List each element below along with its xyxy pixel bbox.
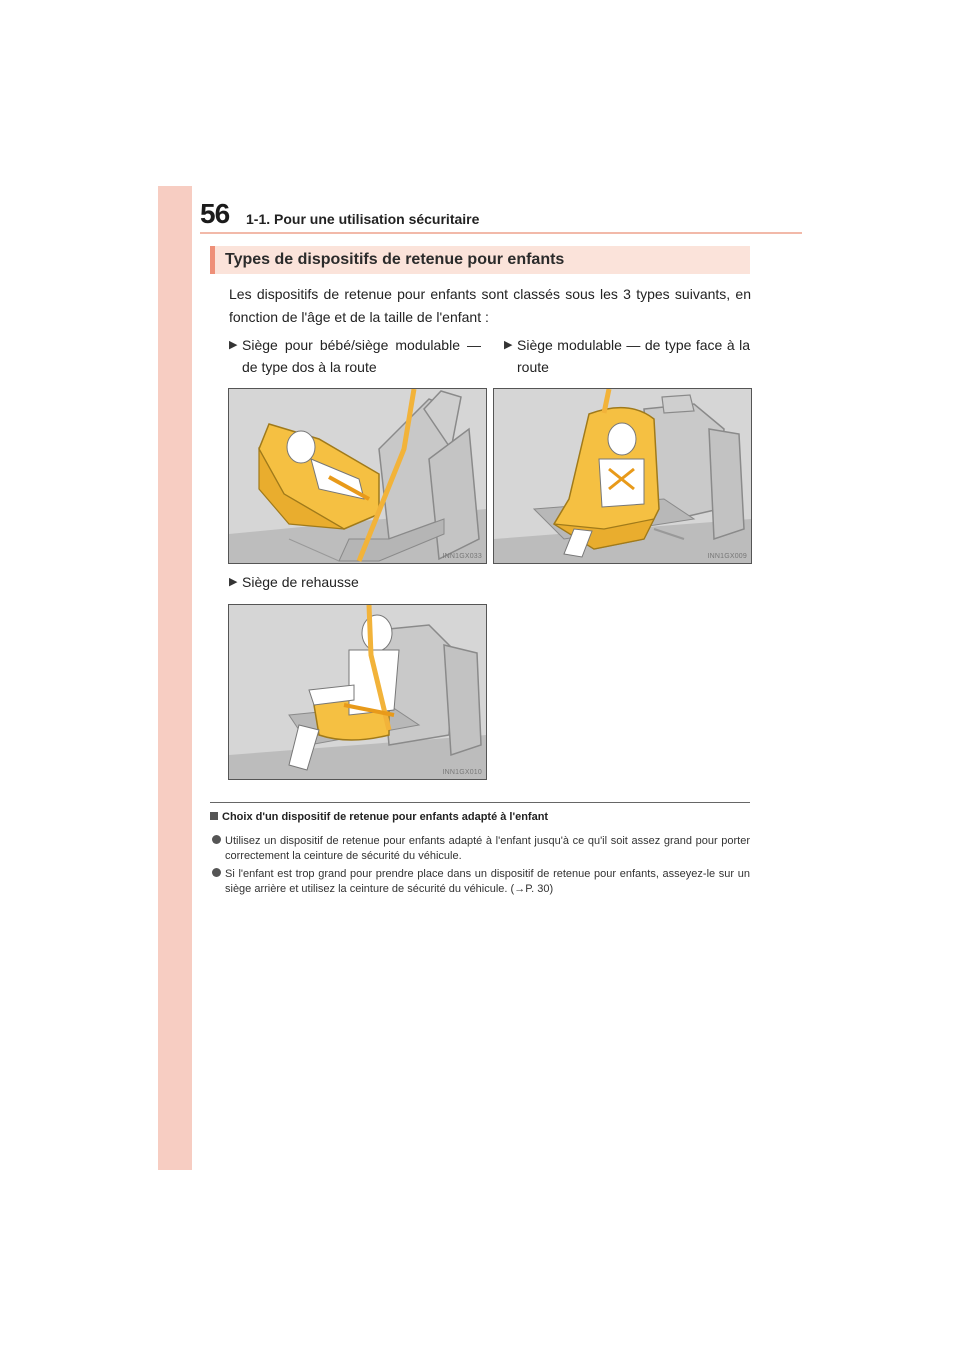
type-item-forward-facing (504, 334, 750, 378)
note-text: Si l'enfant est trop grand pour prendre place dans un dispositif de retenue pour enfants, asseyez-le sur un siège arrière et utilisez la ceinture de sécurité du véhicule. (→P. 30) (225, 868, 750, 895)
square-bullet-icon (210, 812, 218, 820)
forward-facing-seat-illustration (494, 389, 751, 563)
figure-code: INN1GX009 (707, 553, 747, 560)
type-label: Siège de rehausse (242, 574, 359, 590)
figure-rear-facing-seat (228, 388, 487, 564)
page-sidebar-tab (158, 186, 192, 1170)
circle-bullet-icon (212, 868, 221, 877)
notes-heading-text: Choix d'un dispositif de retenue pour enfants adapté à l'enfant (222, 811, 549, 823)
section-heading: 1-1. Pour une utilisation sécuritaire (246, 211, 480, 227)
booster-seat-illustration (229, 605, 486, 779)
type-item-booster (229, 571, 469, 593)
type-label: Siège pour bébé/siège modulable — de type dos à la route (242, 337, 481, 375)
page-number: 56 (200, 198, 230, 229)
notes-heading (210, 811, 548, 823)
figure-code: INN1GX033 (442, 553, 482, 560)
note-item (210, 867, 750, 897)
type-label: Siège modulable — de type face à la route (517, 337, 750, 375)
header-divider (200, 232, 802, 234)
type-item-rear-facing (229, 334, 481, 378)
note-text: Utilisez un dispositif de retenue pour enfants adapté à l'enfant jusqu'à ce qu'il soit assez grand pour porter correctement la ceinture de sécurité du véhicule. (225, 835, 750, 862)
section-title-bar (210, 246, 750, 274)
intro-paragraph: Les dispositifs de retenue pour enfants sont classés sous les 3 types suivants, en fonction de l'âge et de la taille de l'enfant : (229, 286, 751, 325)
figure-forward-facing-seat (493, 388, 752, 564)
triangle-bullet-icon: ▶ (229, 576, 238, 588)
figure-booster-seat (228, 604, 487, 780)
circle-bullet-icon (212, 835, 221, 844)
section-title: Types de dispositifs de retenue pour enfants (225, 251, 565, 268)
title-accent-stripe (210, 246, 215, 274)
rear-facing-seat-illustration (229, 389, 486, 563)
triangle-bullet-icon: ▶ (229, 339, 238, 351)
figure-code: INN1GX010 (442, 769, 482, 776)
note-item (210, 834, 750, 864)
triangle-bullet-icon: ▶ (504, 339, 513, 351)
notes-divider (210, 802, 750, 803)
